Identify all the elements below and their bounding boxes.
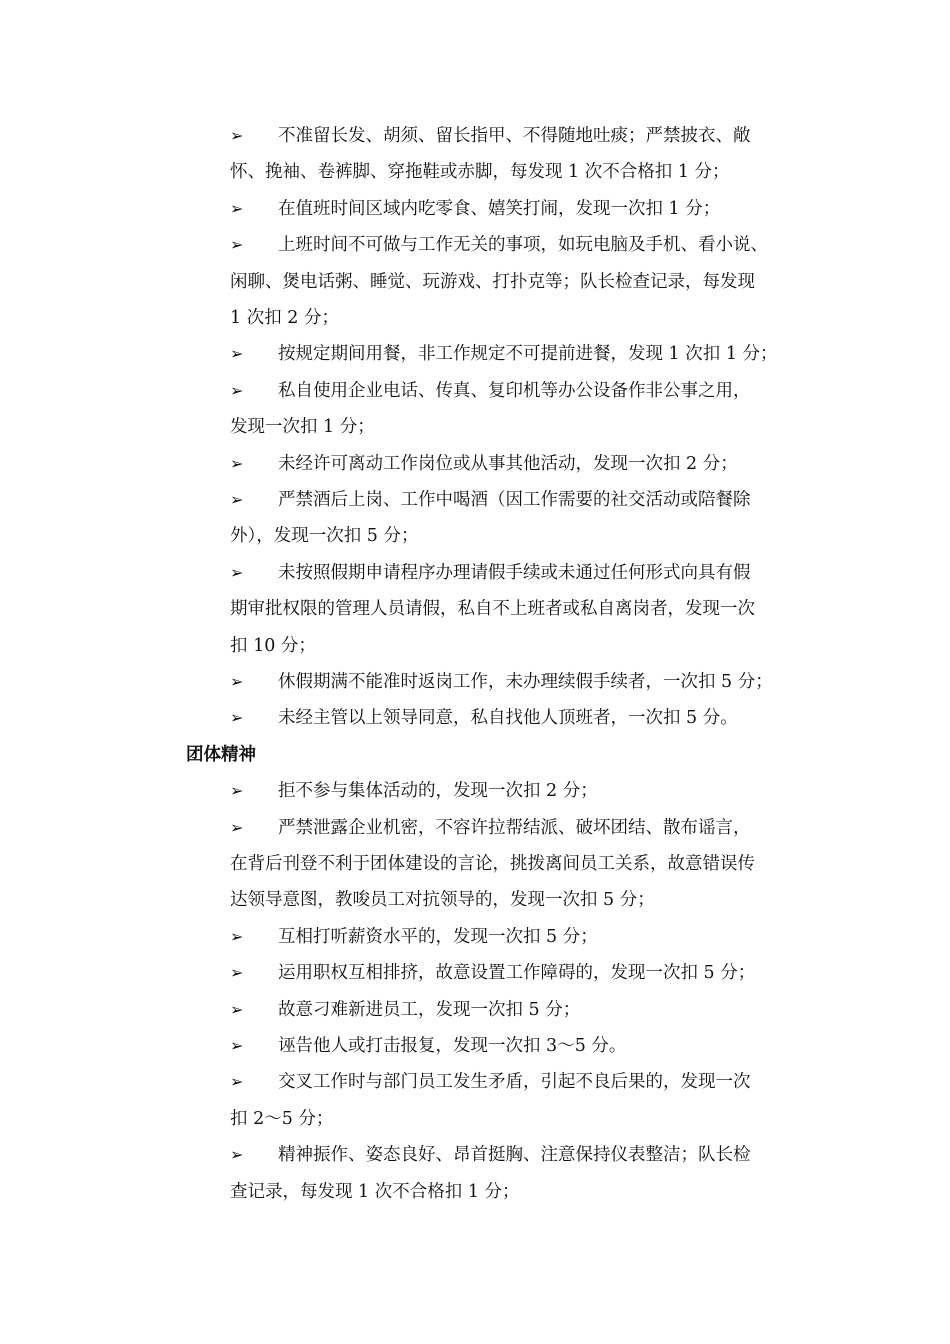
bullet-arrow-icon: ➢: [230, 963, 244, 983]
bullet-arrow-icon: ➢: [230, 926, 244, 946]
bullet-arrow-icon: ➢: [230, 999, 244, 1019]
bullet-arrow-icon: ➢: [230, 380, 244, 400]
list-item-continuation-line: 达领导意图，教唆员工对抗领导的，发现一次扣 5 分；: [230, 890, 655, 911]
list-item-first-line: 休假期满不能准时返岗工作，未办理续假手续者，一次扣 5 分；: [278, 672, 773, 692]
list-item-continuation-line: 闲聊、煲电话粥、睡觉、玩游戏、打扑克等；队长检查记录，每发现: [230, 271, 755, 292]
bullet-arrow-icon: ➢: [230, 1072, 244, 1092]
bullet-arrow-icon: ➢: [230, 453, 244, 473]
bullet-arrow-icon: ➢: [230, 1145, 244, 1165]
list-item-first-line: 诬告他人或打击报复，发现一次扣 3～5 分。: [278, 1036, 627, 1056]
list-item-first-line: 交叉工作时与部门员工发生矛盾，引起不良后果的，发现一次: [278, 1072, 751, 1093]
section-heading: 团体精神: [186, 744, 256, 765]
list-item-first-line: 严禁泄露企业机密，不容许拉帮结派、破坏团结、散布谣言，: [278, 817, 751, 838]
list-item-continuation-line: 查记录，每发现 1 次不合格扣 1 分；: [230, 1181, 520, 1202]
list-item-first-line: 严禁酒后上岗、工作中喝酒（因工作需要的社交活动或陪餐除: [278, 490, 751, 510]
list-item-first-line: 精神振作、姿态良好、昂首挺胸、注意保持仪表整洁；队长检: [278, 1145, 751, 1166]
list-item-first-line: 故意刁难新进员工，发现一次扣 5 分；: [278, 999, 581, 1020]
bullet-arrow-icon: ➢: [230, 672, 244, 691]
list-item-first-line: 在值班时间区域内吃零食、嬉笑打闹，发现一次扣 1 分；: [278, 198, 721, 219]
bullet-arrow-icon: ➢: [230, 562, 244, 582]
list-item-continuation-line: 发现一次扣 1 分；: [230, 417, 375, 438]
bullet-arrow-icon: ➢: [230, 708, 244, 728]
list-item-first-line: 未按照假期申请程序办理请假手续或未通过任何形式向具有假: [278, 562, 751, 583]
list-item-continuation-line: 在背后刊登不利于团体建设的言论，挑拨离间员工关系，故意错误传: [230, 854, 755, 874]
list-item-first-line: 拒不参与集体活动的，发现一次扣 2 分；: [278, 781, 598, 802]
list-item-first-line: 私自使用企业电话、传真、复印机等办公设备作非公事之用，: [278, 380, 751, 401]
list-item-first-line: 互相打听薪资水平的，发现一次扣 5 分；: [278, 926, 598, 947]
list-item-continuation-line: 扣 10 分；: [230, 635, 316, 656]
bullet-arrow-icon: ➢: [230, 126, 244, 145]
list-item-continuation-line: 怀、挽袖、卷裤脚、穿拖鞋或赤脚，每发现 1 次不合格扣 1 分；: [230, 162, 730, 183]
bullet-arrow-icon: ➢: [230, 1036, 244, 1055]
list-item-first-line: 不准留长发、胡须、留长指甲、不得随地吐痰；严禁披衣、敞: [278, 126, 751, 146]
list-item-continuation-line: 1 次扣 2 分；: [230, 308, 339, 328]
list-item-continuation-line: 扣 2～5 分；: [230, 1108, 334, 1129]
list-item-continuation-line: 外），发现一次扣 5 分；: [230, 526, 419, 547]
bullet-arrow-icon: ➢: [230, 235, 244, 255]
bullet-arrow-icon: ➢: [230, 490, 244, 509]
list-item-first-line: 上班时间不可做与工作无关的事项，如玩电脑及手机、看小说、: [278, 235, 768, 256]
bullet-arrow-icon: ➢: [230, 817, 244, 837]
list-item-continuation-line: 期审批权限的管理人员请假，私自不上班者或私自离岗者，发现一次: [230, 599, 755, 620]
list-item-first-line: 按规定期间用餐，非工作规定不可提前进餐，发现 1 次扣 1 分；: [278, 344, 778, 365]
list-item-first-line: 未经许可离动工作岗位或从事其他活动，发现一次扣 2 分；: [278, 453, 738, 474]
bullet-arrow-icon: ➢: [230, 781, 244, 801]
list-item-first-line: 运用职权互相排挤，故意设置工作障碍的，发现一次扣 5 分；: [278, 963, 756, 984]
bullet-arrow-icon: ➢: [230, 198, 244, 218]
bullet-arrow-icon: ➢: [230, 344, 244, 364]
list-item-first-line: 未经主管以上领导同意，私自找他人顶班者，一次扣 5 分。: [278, 708, 738, 729]
